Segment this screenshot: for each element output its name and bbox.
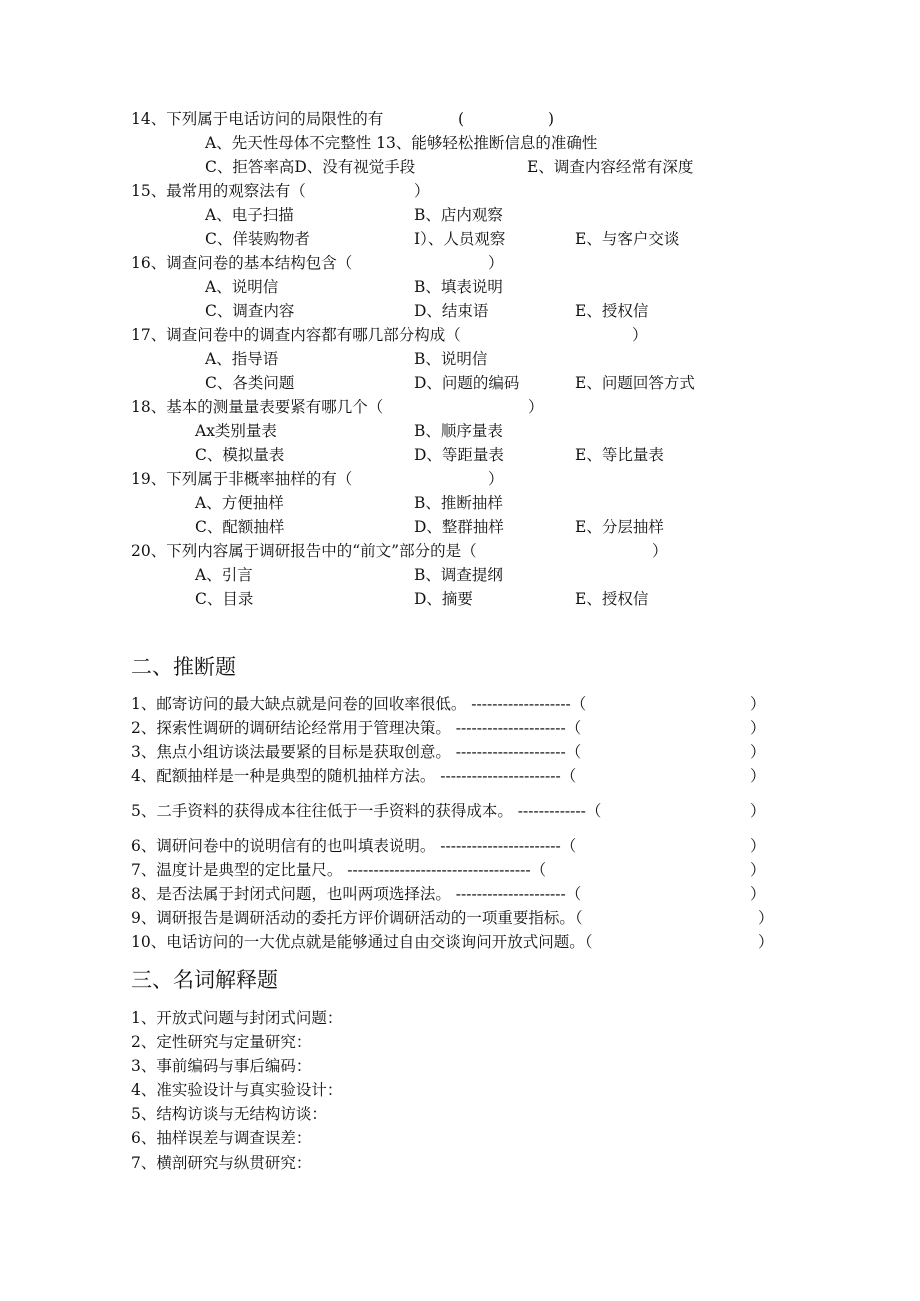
option-a: A、方便抽样 (195, 494, 284, 512)
judgment-text: 3、焦点小组访谈法最要紧的目标是获取创意。 ---------------------（ (131, 743, 582, 761)
option-c: C、佯装购物者 (205, 230, 310, 248)
option-b: B、说明信 (414, 350, 488, 368)
judgment-text: 1、邮寄访问的最大缺点就是问卷的回收率很低。 -------------------（ (131, 695, 587, 713)
option-d: D、整群抽样 (414, 518, 504, 536)
answer-paren-close: ） (488, 470, 504, 488)
answer-paren-close: ） (750, 885, 766, 903)
option-a: A、电子扫描 (205, 206, 294, 224)
term-item: 6、抽样误差与调查误差： (131, 1129, 312, 1147)
answer-paren-close: ） (632, 326, 648, 344)
option-cd: C、拒答率高D、没有视觉手段 (205, 158, 416, 176)
option-d: I）、人员观察 (414, 230, 506, 248)
answer-paren-close: ） (758, 909, 774, 927)
option-c: C、目录 (195, 590, 254, 608)
answer-paren-close: ） (750, 695, 766, 713)
option-row: A、先天性母体不完整性 13、能够轻松推断信息的准确性 (205, 134, 598, 152)
answer-paren-open: ( (458, 110, 465, 128)
option-e: E、授权信 (575, 302, 649, 320)
option-b: B、店内观察 (414, 206, 503, 224)
option-d: D、结束语 (414, 302, 489, 320)
answer-paren-close: ） (750, 767, 766, 785)
option-b: B、填表说明 (414, 278, 503, 296)
question-stem: 19、下列属于非概率抽样的有（ (131, 470, 353, 488)
option-b: B、推断抽样 (414, 494, 503, 512)
option-c: C、配额抽样 (195, 518, 285, 536)
judgment-text: 9、调研报告是调研活动的委托方评价调研活动的一项重要指标。（ (131, 909, 583, 927)
term-item: 3、事前编码与事后编码： (131, 1057, 312, 1075)
option-b: B、调查提纲 (414, 566, 503, 584)
option-d: D、等距量表 (414, 446, 504, 464)
term-item: 4、准实验设计与真实验设计： (131, 1081, 343, 1099)
option-a: A、引言 (195, 566, 253, 584)
answer-paren-close: ） (758, 933, 774, 951)
option-c: C、各类问题 (205, 374, 295, 392)
option-e: E、授权信 (575, 590, 649, 608)
question-stem: 20、下列内容属于调研报告中的“前文”部分的是（ (131, 542, 477, 560)
section-heading-judgment: 二、推断题 (131, 655, 236, 679)
question-stem: 16、调查问卷的基本结构包含（ (131, 254, 353, 272)
answer-paren-close: ） (750, 743, 766, 761)
term-item: 2、定性研究与定量研究： (131, 1033, 312, 1051)
question-stem: 14、下列属于电话访问的局限性的有 (131, 110, 384, 128)
option-d: D、问题的编码 (414, 374, 520, 392)
section-heading-terms: 三、名词解释题 (131, 968, 278, 992)
answer-paren-close: ) (548, 110, 555, 128)
answer-paren-close: ） (414, 182, 430, 200)
answer-paren-close: ） (750, 719, 766, 737)
option-a: A、指导语 (205, 350, 279, 368)
option-b: B、顺序量表 (414, 422, 503, 440)
judgment-text: 2、探索性调研的调研结论经常用于管理决策。 ---------------------（ (131, 719, 582, 737)
option-e: E、调查内容经常有深度 (527, 158, 694, 176)
question-stem: 15、最常用的观察法有（ (131, 182, 306, 200)
answer-paren-close: ） (750, 802, 766, 820)
question-stem: 18、基本的测量量表要紧有哪几个（ (131, 398, 384, 416)
option-e: E、分层抽样 (575, 518, 664, 536)
option-e: E、与客户交谈 (575, 230, 680, 248)
option-e: E、等比量表 (575, 446, 664, 464)
option-a: Ax类别量表 (195, 422, 277, 440)
option-e: E、问题回答方式 (575, 374, 695, 392)
answer-paren-close: ） (488, 254, 504, 272)
term-item: 7、横剖研究与纵贯研究： (131, 1154, 312, 1172)
question-stem: 17、调查问卷中的调查内容都有哪几部分构成（ (131, 326, 461, 344)
answer-paren-close: ） (750, 837, 766, 855)
answer-paren-close: ） (652, 542, 668, 560)
answer-paren-close: ） (528, 398, 544, 416)
judgment-text: 10、电话访问的一大优点就是能够通过自由交谈询问开放式问题。（ (131, 933, 593, 951)
term-item: 5、结构访谈与无结构访谈： (131, 1105, 327, 1123)
judgment-text: 5、二手资料的获得成本往往低于一手资料的获得成本。 -------------（ (131, 802, 602, 820)
option-c: C、调查内容 (205, 302, 295, 320)
judgment-text: 8、是否法属于封闭式问题，也叫两项选择法。 ---------------------（ (131, 885, 582, 903)
judgment-text: 7、温度计是典型的定比量尺。 -----------------------------------（ (131, 861, 547, 879)
option-c: C、模拟量表 (195, 446, 285, 464)
option-a: A、说明信 (205, 278, 279, 296)
term-item: 1、开放式问题与封闭式问题： (131, 1009, 343, 1027)
judgment-text: 4、配额抽样是一种是典型的随机抽样方法。 -----------------------（ (131, 767, 577, 785)
judgment-text: 6、调研问卷中的说明信有的也叫填表说明。 -----------------------（ (131, 837, 577, 855)
option-d: D、摘要 (414, 590, 473, 608)
answer-paren-close: ） (750, 861, 766, 879)
